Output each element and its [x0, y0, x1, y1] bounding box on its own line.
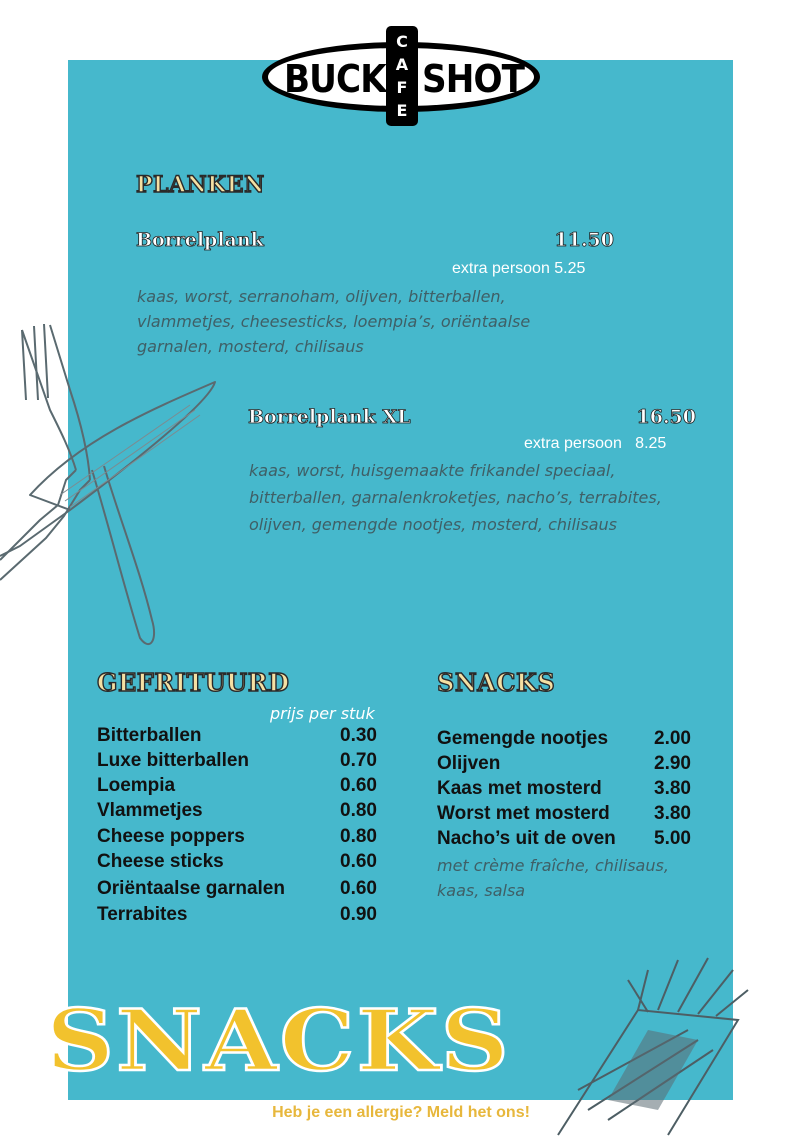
list-item: [97, 851, 377, 873]
item-price: 0.70: [340, 750, 377, 771]
borrelplank-xl-description: [249, 457, 662, 538]
list-item: [97, 800, 377, 822]
item-name: Olijven: [437, 753, 501, 774]
buckshot-cafe-logo: [262, 26, 540, 126]
logo-cafe-letter: A: [395, 55, 409, 74]
note-line: met crème fraîche, chilisaus,: [437, 856, 669, 875]
item-price: 3.80: [654, 803, 691, 824]
item-name: Oriëntaalse garnalen: [97, 878, 285, 899]
borrelplank-xl-title: Borrelplank XL: [248, 406, 411, 428]
item-price: 0.60: [340, 851, 377, 872]
item-name: Cheese sticks: [97, 851, 224, 872]
planken-heading: PLANKEN: [136, 172, 265, 198]
logo-cafe-letter: C: [396, 32, 408, 51]
item-price: 2.00: [654, 728, 691, 749]
list-item: [437, 828, 691, 850]
list-item: [97, 878, 377, 900]
item-price: 0.80: [340, 826, 377, 847]
logo-cafe-letter: F: [396, 78, 408, 97]
list-item: [437, 753, 691, 775]
description-line: kaas, worst, huisgemaakte frikandel speciaal,: [249, 461, 616, 480]
list-item: [97, 775, 377, 797]
item-name: Vlammetjes: [97, 800, 203, 821]
item-price: 0.60: [340, 775, 377, 796]
menu-panel: [68, 57, 733, 1100]
logo-left-word: BUCK: [284, 57, 386, 101]
description-line: olijven, gemengde nootjes, mosterd, chilisaus: [249, 515, 617, 534]
item-price: 2.90: [654, 753, 691, 774]
borrelplank-extra-person: extra persoon 5.25: [452, 260, 586, 277]
item-price: 3.80: [654, 778, 691, 799]
allergy-notice: Heb je een allergie? Meld het ons!: [272, 1104, 530, 1121]
logo-right-word: SHOT: [422, 57, 525, 101]
item-price: 0.30: [340, 725, 377, 746]
borrelplank-title: Borrelplank: [136, 229, 264, 251]
borrelplank-description: [137, 284, 530, 359]
list-item: [97, 750, 377, 772]
item-name: Gemengde nootjes: [437, 728, 609, 749]
item-name: Kaas met mosterd: [437, 778, 602, 799]
item-name: Worst met mosterd: [437, 803, 610, 824]
description-line: bitterballen, garnalenkroketjes, nacho’s, terrabites,: [249, 488, 662, 507]
borrelplank-xl-price: 16.50: [636, 406, 696, 428]
list-item: [437, 803, 691, 825]
item-name: Cheese poppers: [97, 826, 245, 847]
item-name: Luxe bitterballen: [97, 750, 250, 771]
list-item: [97, 725, 377, 747]
item-price: 0.80: [340, 800, 377, 821]
description-line: kaas, worst, serranoham, olijven, bitterballen,: [137, 287, 506, 306]
item-name: Nacho’s uit de oven: [437, 828, 616, 849]
snacks-note: [437, 853, 669, 903]
list-item: [97, 904, 377, 926]
gefrituurd-note: prijs per stuk: [270, 704, 375, 723]
list-item: [437, 778, 691, 800]
item-name: Bitterballen: [97, 725, 202, 746]
item-price: 0.90: [340, 904, 377, 925]
logo-cafe-letter: E: [396, 101, 408, 120]
list-item: [97, 826, 377, 848]
note-line: kaas, salsa: [437, 881, 526, 900]
gefrituurd-heading: GEFRITUURD: [97, 668, 290, 697]
item-name: Loempia: [97, 775, 176, 796]
description-line: vlammetjes, cheesesticks, loempia’s, oriëntaalse: [137, 312, 531, 331]
snacks-heading: SNACKS: [437, 668, 556, 697]
logo-cafe-word: [392, 30, 412, 122]
item-name: Terrabites: [97, 904, 188, 925]
item-price: 5.00: [654, 828, 691, 849]
borrelplank-price: 11.50: [554, 229, 614, 251]
list-item: [437, 728, 691, 750]
banner-title: SNACKS: [46, 991, 511, 1090]
borrelplank-xl-extra-person: extra persoon 8.25: [524, 435, 667, 452]
item-price: 0.60: [340, 878, 377, 899]
description-line: garnalen, mosterd, chilisaus: [137, 337, 364, 356]
